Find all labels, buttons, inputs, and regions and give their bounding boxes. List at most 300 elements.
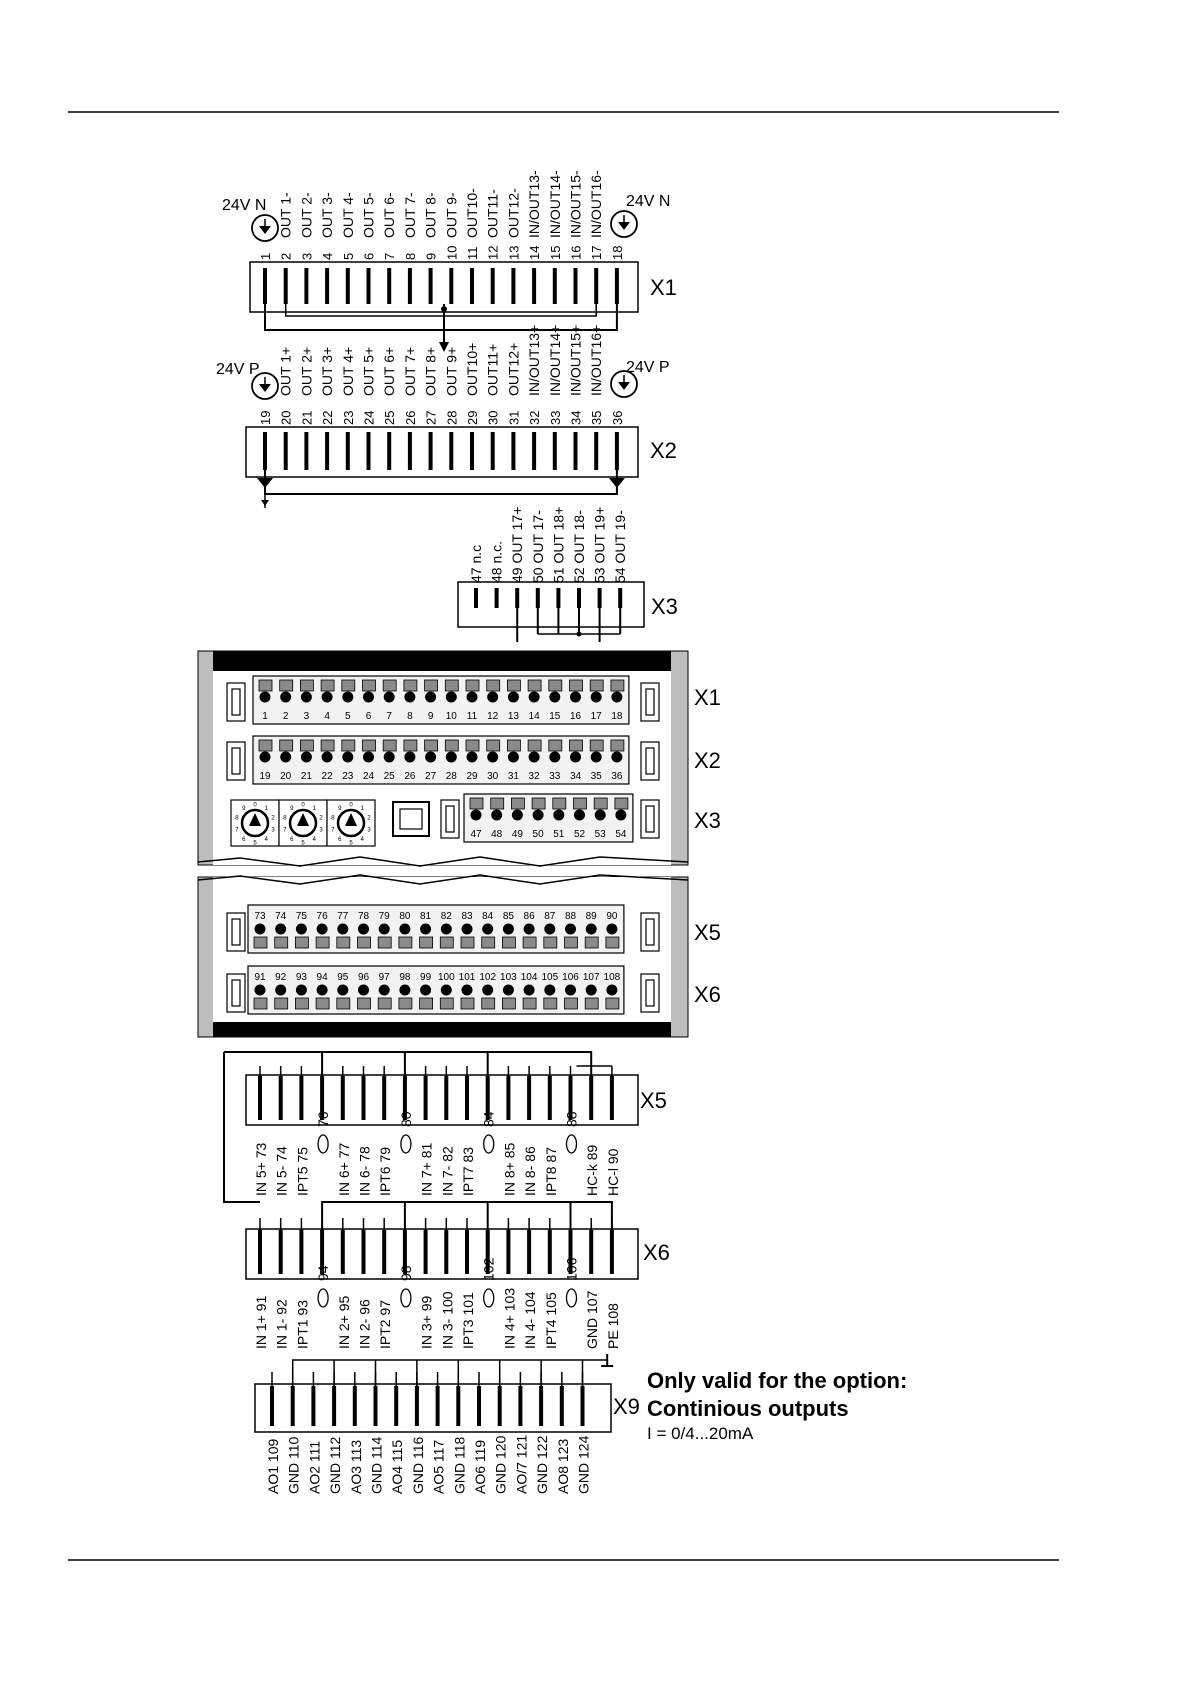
terminal-number: 21 bbox=[300, 771, 312, 782]
terminal-clamp bbox=[611, 740, 624, 751]
terminal-number: 1 bbox=[262, 711, 268, 722]
terminal-hole bbox=[549, 692, 560, 703]
terminal-number: 36 bbox=[611, 771, 623, 782]
x9-terminal-label: GND 114 bbox=[368, 1436, 385, 1494]
terminal-clamp bbox=[466, 680, 479, 691]
module-row-label: X3 bbox=[694, 808, 721, 833]
terminal-clamp bbox=[511, 798, 524, 809]
terminal-clamp bbox=[321, 740, 334, 751]
junction-dot bbox=[441, 306, 447, 312]
terminal-hole bbox=[399, 985, 410, 996]
terminal-clamp bbox=[532, 798, 545, 809]
terminal-number: 78 bbox=[357, 911, 370, 922]
x6-terminal-label: PE 108 bbox=[604, 1303, 621, 1349]
x5-terminal-label: IN 7- 82 bbox=[439, 1146, 456, 1196]
x6-terminal-label: 102 bbox=[480, 1257, 497, 1281]
terminal-number: 4 bbox=[324, 711, 330, 722]
terminal-hole bbox=[487, 692, 498, 703]
latch-slot bbox=[232, 919, 240, 945]
x9-terminal-diagram bbox=[255, 1354, 640, 1494]
terminal-number: 33 bbox=[547, 410, 563, 425]
switch-digit: 5 bbox=[301, 840, 305, 847]
x5-terminal-label: IN 8+ 85 bbox=[501, 1142, 518, 1196]
terminal-number: 7 bbox=[386, 711, 392, 722]
terminal-clamp bbox=[383, 680, 396, 691]
module-row-label: X2 bbox=[694, 748, 721, 773]
terminal-pin bbox=[444, 1230, 448, 1274]
terminal-hole bbox=[529, 752, 540, 763]
terminal-clamp bbox=[399, 937, 412, 948]
switch-digit: 0 bbox=[301, 802, 305, 809]
terminal-number: 106 bbox=[562, 972, 579, 983]
terminal-hole bbox=[482, 985, 493, 996]
terminal-number: 32 bbox=[527, 410, 543, 425]
terminal-number: 25 bbox=[382, 410, 398, 425]
terminal-number: 34 bbox=[569, 771, 582, 782]
terminal-hole bbox=[337, 985, 348, 996]
terminal-number: 20 bbox=[278, 410, 294, 425]
terminal-pin bbox=[258, 1076, 262, 1120]
terminal-hole bbox=[425, 752, 436, 763]
signal-label: OUT11- bbox=[484, 189, 501, 238]
terminal-number: 99 bbox=[420, 972, 432, 983]
terminal-clamp bbox=[482, 937, 495, 948]
x1-bus bbox=[265, 304, 617, 330]
terminal-clamp bbox=[440, 937, 453, 948]
terminal-pin bbox=[387, 268, 391, 304]
terminal-pin bbox=[581, 1386, 585, 1426]
terminal-hole bbox=[615, 810, 626, 821]
terminal-hole bbox=[420, 985, 431, 996]
terminal-clamp bbox=[491, 798, 504, 809]
terminal-hole bbox=[574, 810, 585, 821]
terminal-hole bbox=[379, 924, 390, 935]
x6-label: X6 bbox=[643, 1240, 670, 1265]
x1-inner-bus bbox=[286, 304, 597, 316]
terminal-hole bbox=[275, 924, 286, 935]
terminal-pin bbox=[594, 432, 598, 470]
terminal-pin bbox=[589, 1076, 593, 1120]
x5-terminal-label: 84 bbox=[480, 1111, 497, 1127]
terminal-pin bbox=[299, 1230, 303, 1274]
terminal-clamp bbox=[507, 680, 520, 691]
terminal-clamp bbox=[420, 937, 433, 948]
switch-digit: 6 bbox=[242, 836, 246, 843]
switch-digit: 9 bbox=[338, 806, 342, 813]
terminal-number: 8 bbox=[402, 252, 418, 260]
terminal-hole bbox=[255, 924, 266, 935]
terminal-number: 81 bbox=[420, 911, 432, 922]
terminal-pin bbox=[598, 588, 602, 608]
terminal-number: 86 bbox=[523, 911, 535, 922]
terminal-pin bbox=[527, 1076, 531, 1120]
terminal-number: 8 bbox=[407, 711, 413, 722]
terminal-pin bbox=[258, 1230, 262, 1274]
signal-label: IN/OUT16- bbox=[588, 170, 605, 238]
switch-digit: 0 bbox=[253, 802, 257, 809]
switch-digit: 2 bbox=[319, 815, 323, 822]
x6-terminal-label: 94 bbox=[315, 1265, 332, 1281]
terminal-pin bbox=[495, 588, 499, 608]
terminal-hole bbox=[404, 692, 415, 703]
x9-terminal-label: AO4 115 bbox=[389, 1439, 406, 1494]
terminal-number: 82 bbox=[440, 911, 452, 922]
x5-terminal-label: IPT8 87 bbox=[542, 1146, 559, 1196]
terminal-number: 22 bbox=[321, 771, 333, 782]
terminal-number: 51 bbox=[553, 829, 565, 840]
terminal-pin bbox=[539, 1386, 543, 1426]
terminal-number: 6 bbox=[361, 252, 377, 260]
switch-digit: 7 bbox=[283, 827, 287, 834]
terminal-hole bbox=[296, 985, 307, 996]
terminal-hole bbox=[503, 924, 514, 935]
signal-label: IN/OUT13+ bbox=[526, 324, 543, 396]
terminal-clamp bbox=[466, 740, 479, 751]
terminal-pin bbox=[325, 268, 329, 304]
terminal-pin bbox=[429, 432, 433, 470]
terminal-clamp bbox=[502, 937, 515, 948]
x9-terminal-label: GND 124 bbox=[575, 1435, 592, 1494]
terminal-pin bbox=[304, 268, 308, 304]
terminal-pin bbox=[610, 1230, 614, 1274]
terminal-pin bbox=[518, 1386, 522, 1426]
x3-terminal-box bbox=[458, 582, 644, 627]
switch-digit: 7 bbox=[235, 827, 239, 834]
terminal-number: 11 bbox=[465, 246, 480, 260]
terminal-clamp bbox=[461, 998, 474, 1009]
terminal-number: 10 bbox=[444, 245, 460, 260]
terminal-clamp bbox=[502, 998, 515, 1009]
terminal-hole bbox=[586, 985, 597, 996]
shield-icon bbox=[401, 1135, 411, 1153]
terminal-clamp bbox=[363, 680, 376, 691]
signal-label: OUT 8+ bbox=[422, 346, 439, 396]
x1-terminal-diagram bbox=[222, 170, 677, 352]
x9-terminal-label: GND 112 bbox=[327, 1436, 344, 1494]
terminal-number: 31 bbox=[507, 771, 519, 782]
terminal-number: 25 bbox=[383, 771, 395, 782]
terminal-clamp bbox=[528, 740, 541, 751]
terminal-number: 21 bbox=[299, 410, 315, 425]
switch-digit: 3 bbox=[271, 827, 275, 834]
terminal-number: 17 bbox=[590, 711, 602, 722]
supply-label: 24V N bbox=[222, 197, 267, 214]
terminal-number: 9 bbox=[423, 252, 439, 260]
terminal-number: 11 bbox=[466, 711, 478, 722]
terminal-hole bbox=[524, 985, 535, 996]
terminal-clamp bbox=[363, 740, 376, 751]
terminal-pin bbox=[515, 588, 519, 608]
terminal-number: 90 bbox=[606, 911, 618, 922]
terminal-pin bbox=[382, 1230, 386, 1274]
terminal-number: 18 bbox=[611, 711, 623, 722]
terminal-number: 2 bbox=[278, 252, 294, 260]
terminal-clamp bbox=[259, 680, 272, 691]
signal-label: IN/OUT13- bbox=[526, 170, 543, 238]
shield-icon bbox=[567, 1289, 577, 1307]
terminal-hole bbox=[358, 985, 369, 996]
terminal-pin bbox=[449, 432, 453, 470]
terminal-hole bbox=[260, 692, 271, 703]
switch-digit: 5 bbox=[349, 840, 353, 847]
terminal-clamp bbox=[280, 680, 293, 691]
latch-slot bbox=[232, 980, 240, 1006]
terminal-hole bbox=[260, 752, 271, 763]
terminal-clamp bbox=[470, 798, 483, 809]
switch-digit: 9 bbox=[290, 806, 294, 813]
x3-terminal-label: 47 n.c bbox=[468, 544, 484, 583]
terminal-pin bbox=[353, 1386, 357, 1426]
x9-terminal-label: AO5 117 bbox=[430, 1439, 447, 1494]
terminal-hole bbox=[606, 985, 617, 996]
terminal-clamp bbox=[570, 740, 583, 751]
latch-slot bbox=[446, 806, 454, 832]
terminal-pin bbox=[263, 268, 267, 304]
terminal-hole bbox=[611, 692, 622, 703]
terminal-number: 23 bbox=[342, 771, 354, 782]
terminal-number: 13 bbox=[507, 711, 519, 722]
terminal-pin bbox=[574, 268, 578, 304]
shield-icon bbox=[484, 1135, 494, 1153]
terminal-clamp bbox=[378, 937, 391, 948]
terminal-number: 15 bbox=[549, 711, 561, 722]
signal-label: OUT 7+ bbox=[401, 346, 418, 396]
terminal-pin bbox=[536, 588, 540, 608]
terminal-pin bbox=[470, 432, 474, 470]
x6-terminal-label: IPT4 105 bbox=[542, 1292, 559, 1349]
terminal-pin bbox=[615, 432, 619, 470]
terminal-number: 108 bbox=[603, 972, 621, 983]
terminal-pin bbox=[387, 432, 391, 470]
terminal-clamp bbox=[358, 937, 371, 948]
terminal-clamp bbox=[487, 680, 500, 691]
terminal-number: 22 bbox=[320, 410, 336, 425]
shield-icon bbox=[318, 1135, 328, 1153]
terminal-pin bbox=[553, 432, 557, 470]
terminal-number: 10 bbox=[445, 711, 457, 722]
terminal-hole bbox=[544, 924, 555, 935]
terminal-pin bbox=[449, 268, 453, 304]
x6-terminal-label: IPT1 93 bbox=[294, 1299, 311, 1349]
terminal-pin bbox=[610, 1076, 614, 1120]
signal-label: OUT 1- bbox=[277, 192, 294, 238]
terminal-number: 15 bbox=[547, 245, 563, 260]
x6-terminal-label: IN 4+ 103 bbox=[501, 1287, 518, 1349]
terminal-pin bbox=[577, 588, 581, 608]
signal-label: OUT 2+ bbox=[298, 346, 315, 396]
x5-terminal-label: IN 7+ 81 bbox=[418, 1142, 435, 1196]
terminal-hole bbox=[595, 810, 606, 821]
note-line-2: Continious outputs bbox=[647, 1396, 849, 1421]
switch-digit: 1 bbox=[360, 806, 364, 813]
switch-digit: 7 bbox=[331, 827, 335, 834]
terminal-pin bbox=[444, 1076, 448, 1120]
terminal-clamp bbox=[615, 798, 628, 809]
terminal-pin bbox=[382, 1076, 386, 1120]
terminal-pin bbox=[436, 1386, 440, 1426]
terminal-number: 36 bbox=[609, 410, 625, 425]
terminal-clamp bbox=[585, 937, 598, 948]
terminal-pin bbox=[465, 1230, 469, 1274]
terminal-clamp bbox=[594, 798, 607, 809]
x5-terminal-label: IPT7 83 bbox=[460, 1146, 476, 1196]
terminal-number: 30 bbox=[485, 410, 501, 425]
terminal-pin bbox=[299, 1076, 303, 1120]
terminal-hole bbox=[586, 924, 597, 935]
terminal-pin bbox=[491, 268, 495, 304]
x3-terminal-label: 48 n.c. bbox=[488, 540, 505, 583]
terminal-number: 19 bbox=[258, 410, 273, 425]
terminal-clamp bbox=[280, 740, 293, 751]
terminal-hole bbox=[503, 985, 514, 996]
terminal-clamp bbox=[300, 740, 313, 751]
terminal-number: 16 bbox=[568, 245, 584, 260]
supply-label: 24V N bbox=[626, 193, 671, 210]
terminal-clamp bbox=[295, 937, 308, 948]
terminal-hole bbox=[342, 752, 353, 763]
terminal-pin bbox=[270, 1386, 274, 1426]
option-note bbox=[647, 1367, 907, 1445]
terminal-clamp bbox=[590, 740, 603, 751]
terminal-pin bbox=[511, 432, 515, 470]
supply-label: 24V P bbox=[216, 361, 260, 378]
signal-label: OUT 2- bbox=[298, 192, 315, 238]
terminal-clamp bbox=[565, 998, 578, 1009]
shield-icon bbox=[484, 1289, 494, 1307]
switch-digit: 6 bbox=[290, 836, 294, 843]
switch-digit: 5 bbox=[253, 840, 257, 847]
terminal-number: 26 bbox=[404, 771, 416, 782]
latch-slot bbox=[646, 748, 654, 774]
terminal-hole bbox=[565, 985, 576, 996]
latch-slot bbox=[232, 748, 240, 774]
terminal-number: 27 bbox=[423, 410, 439, 425]
terminal-number: 14 bbox=[527, 245, 543, 260]
terminal-pin bbox=[362, 1230, 366, 1274]
terminal-pin bbox=[532, 432, 536, 470]
terminal-number: 52 bbox=[573, 829, 586, 840]
terminal-number: 79 bbox=[378, 911, 390, 922]
x9-terminal-label: AO8 123 bbox=[554, 1438, 571, 1494]
terminal-clamp bbox=[337, 998, 350, 1009]
terminal-clamp bbox=[445, 680, 458, 691]
terminal-number: 50 bbox=[532, 829, 544, 840]
terminal-hole bbox=[379, 985, 390, 996]
terminal-number: 107 bbox=[582, 972, 600, 983]
terminal-pin bbox=[465, 1076, 469, 1120]
terminal-number: 14 bbox=[528, 711, 540, 722]
terminal-number: 3 bbox=[303, 711, 310, 722]
terminal-hole bbox=[363, 692, 374, 703]
terminal-number: 6 bbox=[365, 711, 372, 722]
terminal-number: 35 bbox=[589, 410, 605, 425]
terminal-hole bbox=[280, 752, 291, 763]
signal-label: IN/OUT16+ bbox=[588, 324, 605, 396]
terminal-hole bbox=[255, 985, 266, 996]
terminal-number: 74 bbox=[275, 911, 287, 922]
terminal-pin bbox=[341, 1076, 345, 1120]
terminal-hole bbox=[508, 692, 519, 703]
terminal-number: 49 bbox=[511, 829, 523, 840]
x9-terminal-label: GND 118 bbox=[451, 1436, 468, 1494]
terminal-clamp bbox=[254, 937, 267, 948]
terminal-clamp bbox=[337, 937, 350, 948]
x6-terminal-diagram bbox=[246, 1202, 670, 1349]
terminal-number: 29 bbox=[466, 771, 478, 782]
terminal-pin bbox=[456, 1386, 460, 1426]
x9-terminal-label: GND 116 bbox=[409, 1436, 426, 1494]
terminal-number: 102 bbox=[479, 972, 497, 983]
switch-digit: 3 bbox=[319, 827, 323, 834]
terminal-hole bbox=[404, 752, 415, 763]
diode-icon bbox=[609, 478, 625, 488]
terminal-pin bbox=[408, 432, 412, 470]
terminal-clamp bbox=[523, 998, 536, 1009]
terminal-hole bbox=[342, 692, 353, 703]
terminal-number: 4 bbox=[320, 252, 336, 260]
terminal-number: 97 bbox=[378, 972, 390, 983]
x6-terminal-label: IN 4- 104 bbox=[522, 1291, 539, 1349]
x9-terminal-box bbox=[255, 1384, 611, 1432]
module-top-bar bbox=[213, 651, 671, 671]
terminal-pin bbox=[556, 588, 560, 608]
terminal-hole bbox=[322, 692, 333, 703]
rj-socket-inner bbox=[400, 809, 422, 829]
signal-label: OUT 4- bbox=[339, 192, 356, 238]
terminal-hole bbox=[399, 924, 410, 935]
signal-label: OUT 9- bbox=[443, 192, 460, 238]
terminal-number: 47 bbox=[470, 829, 482, 840]
terminal-hole bbox=[471, 810, 482, 821]
terminal-pin bbox=[424, 1230, 428, 1274]
terminal-clamp bbox=[445, 740, 458, 751]
terminal-hole bbox=[544, 985, 555, 996]
x5-terminal-label: IN 5+ 73 bbox=[253, 1142, 269, 1196]
x5-terminal-diagram bbox=[224, 1052, 667, 1202]
shield-icon bbox=[318, 1289, 328, 1307]
terminal-number: 26 bbox=[402, 410, 418, 425]
terminal-clamp bbox=[425, 680, 438, 691]
terminal-number: 98 bbox=[399, 972, 411, 983]
x5-terminal-label: IN 5- 74 bbox=[273, 1146, 290, 1196]
x9-terminal-label: AO1 109 bbox=[265, 1438, 281, 1494]
terminal-pin bbox=[574, 432, 578, 470]
terminal-clamp bbox=[544, 937, 557, 948]
terminal-pin bbox=[424, 1076, 428, 1120]
terminal-pin bbox=[279, 1076, 283, 1120]
terminal-hole bbox=[508, 752, 519, 763]
terminal-clamp bbox=[549, 740, 562, 751]
switch-digit: 2 bbox=[367, 815, 371, 822]
signal-label: OUT 1+ bbox=[277, 346, 294, 396]
terminal-number: 104 bbox=[520, 972, 538, 983]
x5-terminal-label: IPT6 79 bbox=[377, 1146, 394, 1196]
terminal-number: 48 bbox=[491, 829, 503, 840]
signal-label: IN/OUT15- bbox=[567, 170, 584, 238]
terminal-number: 83 bbox=[461, 911, 473, 922]
switch-digit: 6 bbox=[338, 836, 342, 843]
signal-label: OUT12- bbox=[505, 188, 522, 238]
terminal-pin bbox=[346, 432, 350, 470]
latch-slot bbox=[646, 980, 654, 1006]
terminal-hole bbox=[358, 924, 369, 935]
terminal-pin bbox=[374, 1386, 378, 1426]
terminal-number: 87 bbox=[544, 911, 556, 922]
terminal-number: 7 bbox=[382, 252, 398, 260]
signal-label: OUT 7- bbox=[401, 192, 418, 238]
terminal-clamp bbox=[606, 937, 619, 948]
terminal-hole bbox=[524, 924, 535, 935]
